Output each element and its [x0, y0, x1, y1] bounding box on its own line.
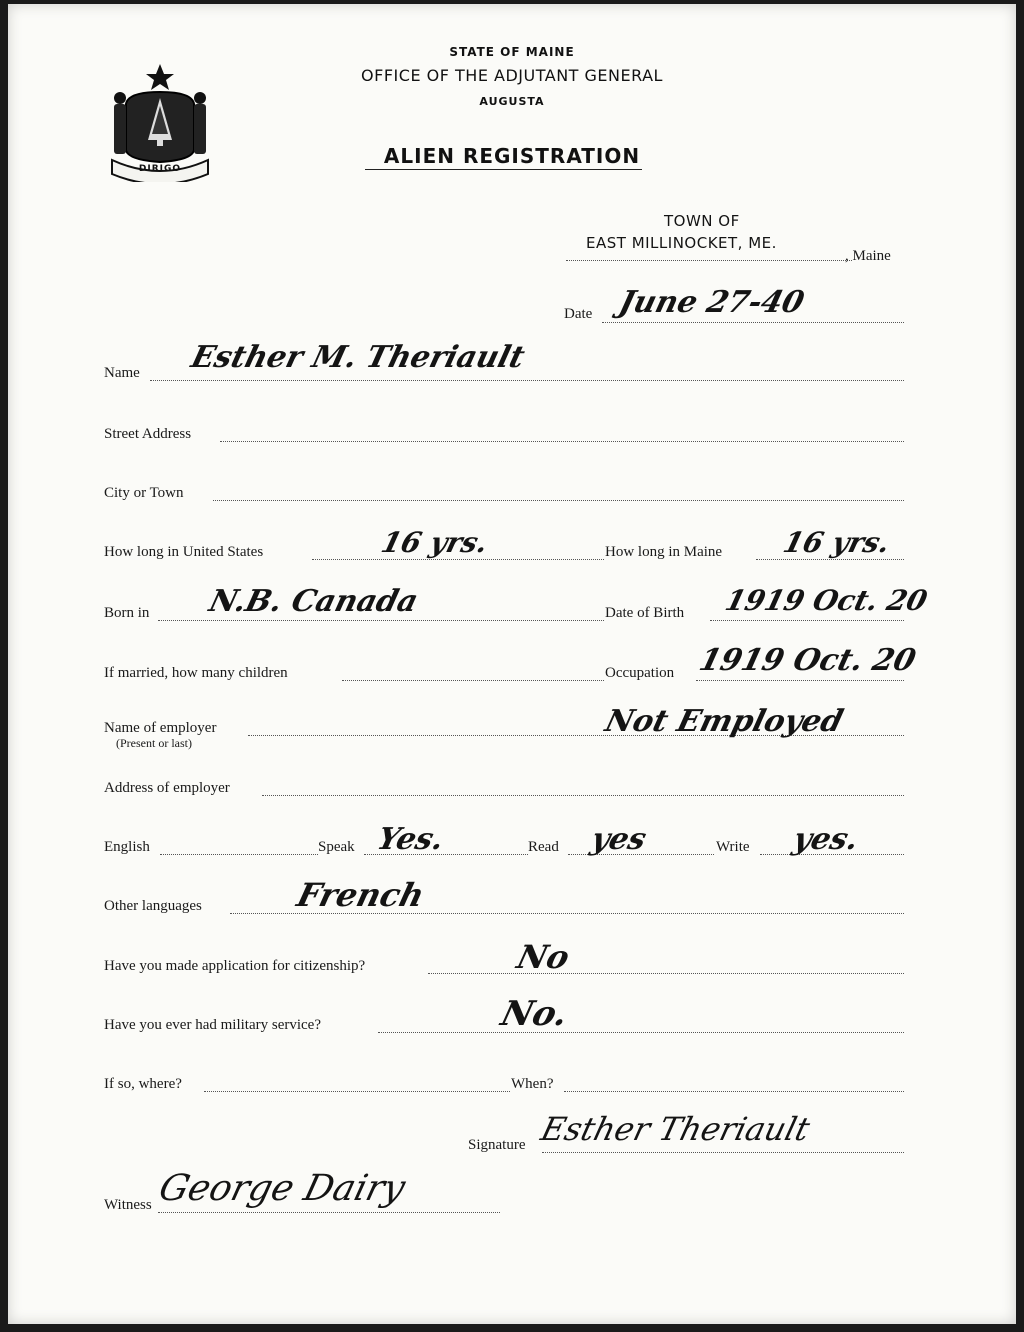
when-dots	[564, 1091, 904, 1092]
occupation-label: Occupation	[605, 665, 675, 681]
form-title: ALIEN REGISTRATION	[383, 144, 641, 168]
employer-value: Not Employed	[601, 704, 847, 739]
other-languages-value: French	[293, 876, 429, 914]
other-languages-label: Other languages	[104, 898, 202, 914]
date-label: Date	[564, 306, 593, 322]
citizenship-value: No	[513, 938, 574, 976]
witness-value: George Dairy	[154, 1168, 410, 1209]
occupation-value: 1919 Oct. 20	[695, 643, 920, 678]
street-address-label: Street Address	[104, 426, 192, 442]
military-value: No.	[497, 994, 572, 1034]
dob-dots	[710, 620, 904, 621]
read-label: Read	[528, 839, 559, 855]
employer-address-label: Address of employer	[104, 780, 230, 796]
maine-duration-label: How long in Maine	[605, 544, 723, 560]
when-label: When?	[511, 1076, 554, 1092]
employer-address-dots	[262, 795, 904, 796]
citizenship-dots	[428, 973, 904, 974]
maine-duration-dots	[756, 559, 904, 560]
born-in-dots	[158, 620, 604, 621]
born-in-label: Born in	[104, 605, 150, 621]
citizenship-label: Have you made application for citizenship?	[104, 958, 366, 974]
seal-motto: DIRIGO	[138, 164, 182, 174]
speak-label: Speak	[318, 839, 355, 855]
witness-label: Witness	[104, 1197, 152, 1213]
date-value: June 27-40	[615, 285, 808, 320]
us-duration-value: 16 yrs.	[377, 526, 492, 559]
state-seal-emblem	[108, 62, 212, 182]
write-value: yes.	[789, 822, 863, 857]
header-office: OFFICE OF THE ADJUTANT GENERAL	[361, 66, 663, 85]
speak-value: Yes.	[373, 822, 448, 857]
us-duration-dots	[312, 559, 604, 560]
header-city: AUGUSTA	[479, 95, 545, 108]
employer-label: Name of employer	[104, 720, 217, 736]
military-label: Have you ever had military service?	[104, 1017, 321, 1033]
town-maine-label: , Maine	[845, 248, 891, 264]
employer-sublabel: (Present or last)	[116, 736, 192, 750]
street-address-dots	[220, 441, 904, 442]
witness-dots	[158, 1212, 500, 1213]
occupation-dots	[696, 680, 904, 681]
born-in-value: N.B. Canada	[205, 584, 422, 619]
children-label: If married, how many children	[104, 665, 288, 681]
write-label: Write	[716, 839, 750, 855]
title-underline	[365, 169, 642, 170]
town-name: EAST MILLINOCKET, ME.	[586, 234, 777, 252]
name-value: Esther M. Theriault	[187, 340, 529, 375]
town-dots	[566, 260, 852, 261]
where-label: If so, where?	[104, 1076, 182, 1092]
read-value: yes	[587, 822, 650, 857]
signature-label: Signature	[468, 1137, 526, 1153]
where-dots	[204, 1091, 510, 1092]
header-state: STATE OF MAINE	[449, 45, 575, 59]
city-town-label: City or Town	[104, 485, 184, 501]
date-dots	[602, 322, 904, 323]
name-label: Name	[104, 365, 140, 381]
town-of-label: TOWN OF	[664, 212, 740, 230]
military-dots	[378, 1032, 904, 1033]
signature-dots	[542, 1152, 904, 1153]
dob-value: 1919 Oct. 20	[721, 584, 931, 617]
children-dots	[342, 680, 604, 681]
city-town-dots	[213, 500, 904, 501]
signature-value: Esther Theriault	[537, 1110, 814, 1148]
english-dots	[160, 854, 318, 855]
registration-form	[8, 4, 1016, 1324]
english-label: English	[104, 839, 150, 855]
name-dots	[150, 380, 904, 381]
dob-label: Date of Birth	[605, 605, 685, 621]
maine-duration-value: 16 yrs.	[779, 526, 894, 559]
us-duration-label: How long in United States	[104, 544, 264, 560]
